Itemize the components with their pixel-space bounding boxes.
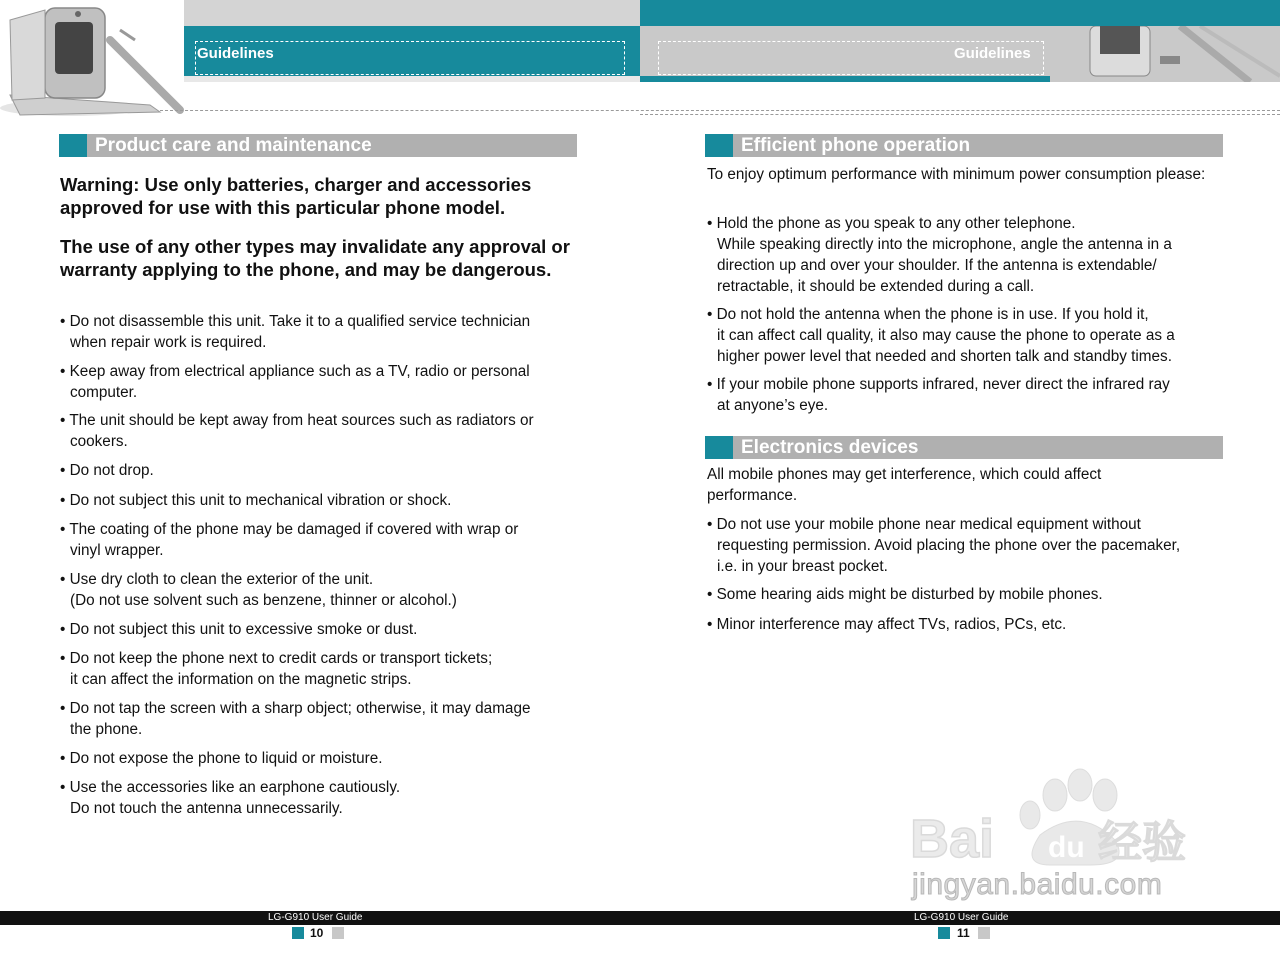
section-title: Product care and maintenance xyxy=(95,135,372,156)
flip-phone-image xyxy=(0,0,184,118)
list-item: • Do not subject this unit to excessive smoke or dust. xyxy=(60,621,418,638)
list-item: • Some hearing aids might be disturbed by mobile phones. xyxy=(707,586,1103,603)
list-item: • Hold the phone as you speak to any other telephone. While speaking directly into the microphone, angle the antenna in a direction up and over your shoulder. If the antenna is extendable/ retractable, it should be extended during a call. xyxy=(707,215,1172,295)
header-band-top-left xyxy=(184,0,640,26)
list-item: • If your mobile phone supports infrared, never direct the infrared ray at anyone’s eye. xyxy=(707,376,1170,414)
divider-line-2 xyxy=(640,114,1280,115)
section-marker xyxy=(705,436,733,459)
list-item: • Do not subject this unit to mechanical vibration or shock. xyxy=(60,492,452,509)
list-item: • The coating of the phone may be damaged if covered with wrap or vinyl wrapper. xyxy=(60,521,519,559)
section-title: Electronics devices xyxy=(741,437,919,458)
header-band-top-right xyxy=(640,0,1280,26)
list-item: • Do not tap the screen with a sharp object; otherwise, it may damage the phone. xyxy=(60,700,531,738)
section-header-efficient-operation xyxy=(705,134,1223,157)
list-item: • Do not expose the phone to liquid or moisture. xyxy=(60,750,383,767)
svg-text:du: du xyxy=(1048,831,1085,864)
divider-line xyxy=(160,110,1280,111)
list-item: • Do not drop. xyxy=(60,462,154,479)
svg-text:经验: 经验 xyxy=(1098,817,1186,868)
list-item: • Do not hold the antenna when the phone is in use. If you hold it, it can affect call quality, it also may cause the phone to operate as a higher power level that needed and shorten talk and standby times. xyxy=(707,306,1175,365)
footer-guide-left: LG-G910 User Guide xyxy=(268,912,363,923)
list-item: • The unit should be kept away from heat sources such as radiators or cookers. xyxy=(60,412,534,450)
footer-bar xyxy=(0,911,1280,925)
section-marker xyxy=(59,134,87,157)
list-item: • Use dry cloth to clean the exterior of the unit. (Do not use solvent such as benzene, thinner or alcohol.) xyxy=(60,571,457,609)
section-marker xyxy=(705,134,733,157)
right-header-label: Guidelines xyxy=(954,45,1031,62)
page-marker-icon xyxy=(332,927,344,939)
intro-paragraph: All mobile phones may get interference, which could affect performance. xyxy=(707,466,1102,504)
section-header-product-care xyxy=(59,134,577,157)
warning-paragraph-2: The use of any other types may invalidate any approval or warranty applying to the phone, and may be dangerous. xyxy=(60,236,570,280)
page-marker-icon xyxy=(978,927,990,939)
section-title: Efficient phone operation xyxy=(741,135,971,156)
page-marker-icon xyxy=(292,927,304,939)
page-number-left: 10 xyxy=(310,926,324,940)
section-header-electronics xyxy=(705,436,1223,459)
list-item: • Minor interference may affect TVs, radios, PCs, etc. xyxy=(707,616,1067,633)
list-item: • Use the accessories like an earphone cautiously. Do not touch the antenna unnecessarily. xyxy=(60,779,401,817)
page-number-right: 11 xyxy=(957,926,970,940)
intro-paragraph: To enjoy optimum performance with minimum power consumption please: xyxy=(707,166,1206,183)
list-item: • Keep away from electrical appliance such as a TV, radio or personal computer. xyxy=(60,363,530,401)
header-strip-left xyxy=(184,76,640,82)
svg-text:Bai: Bai xyxy=(910,809,995,869)
footer-guide-right: LG-G910 User Guide xyxy=(914,912,1009,923)
phone-detail-image xyxy=(1050,26,1280,82)
list-item: • Do not keep the phone next to credit cards or transport tickets; it can affect the information on the magnetic strips. xyxy=(60,650,493,688)
left-header-label: Guidelines xyxy=(197,45,274,62)
list-item: • Do not use your mobile phone near medical equipment without requesting permission. Avoid placing the phone over the pacemaker, i.e. in your breast pocket. xyxy=(707,516,1181,575)
page-marker-icon xyxy=(938,927,950,939)
warning-paragraph-1: Warning: Use only batteries, charger and accessories approved for use with this particular phone model. xyxy=(60,174,532,218)
list-item: • Do not disassemble this unit. Take it to a qualified service technician when repair work is required. xyxy=(60,313,531,351)
watermark-url: jingyan.baidu.com xyxy=(912,868,1163,901)
